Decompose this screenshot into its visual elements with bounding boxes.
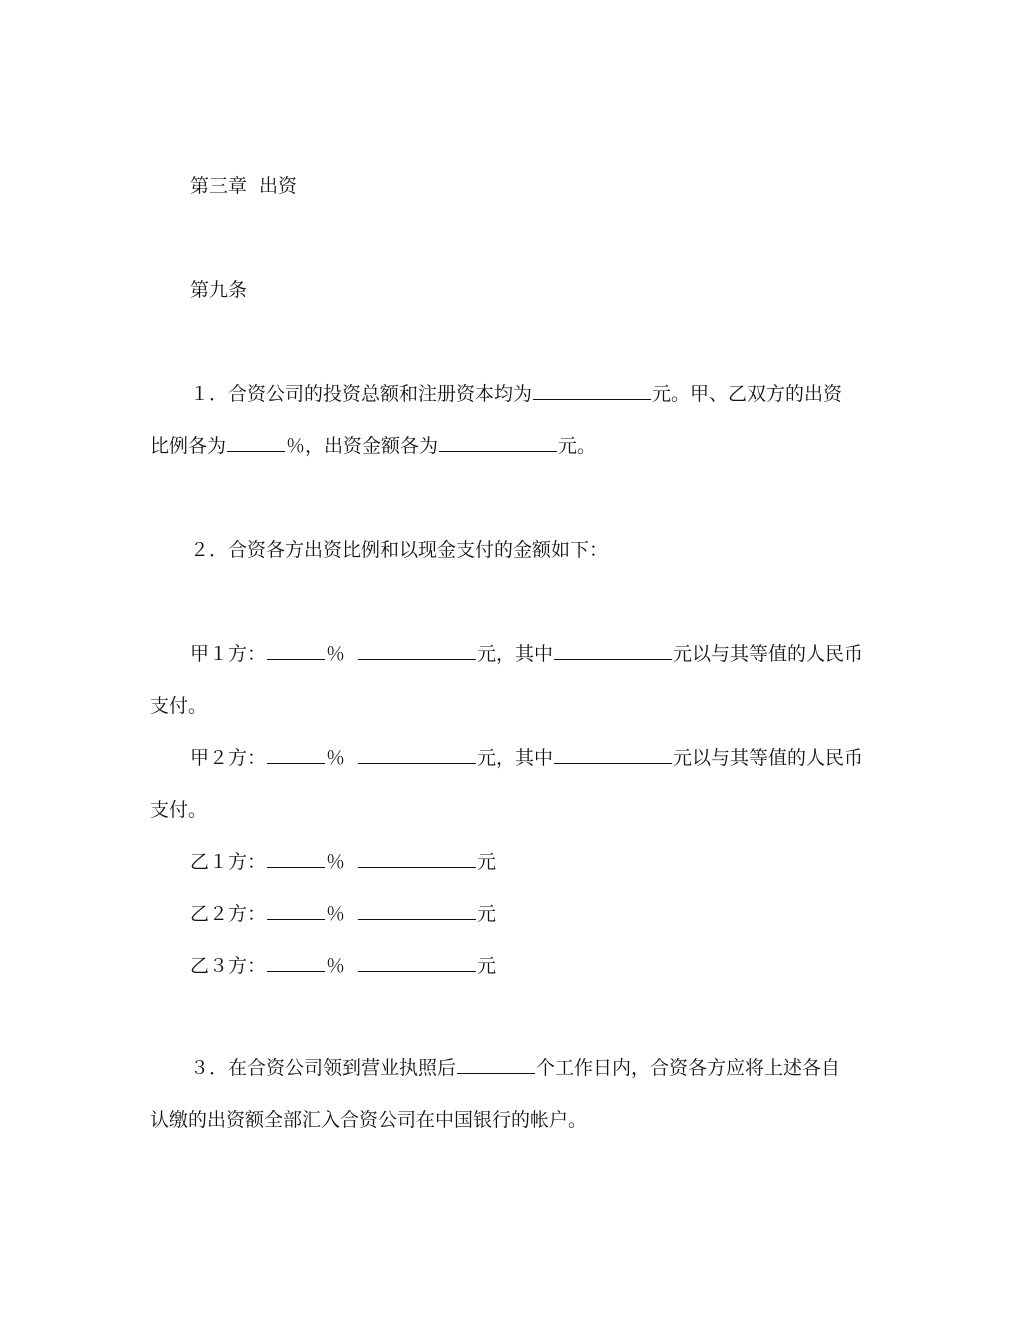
percent-sign: ％ <box>326 643 346 665</box>
clause2-intro: ２．合资各方出资比例和以现金支付的金额如下： <box>190 539 609 561</box>
article-heading: 第九条 <box>190 279 248 301</box>
percent-sign: ％ <box>326 747 346 769</box>
party-yi2-line <box>190 900 496 928</box>
percent-sign: ％ <box>326 851 346 873</box>
party-amount-blank[interactable] <box>358 658 476 660</box>
clause1-line1 <box>190 380 842 408</box>
party-amount-blank[interactable] <box>358 762 476 764</box>
party-yi3-line <box>190 952 496 980</box>
amount-blank[interactable] <box>439 450 557 452</box>
party-label: 乙２方： <box>190 903 267 925</box>
percent-sign: ％ <box>326 903 346 925</box>
party-label: 甲１方： <box>190 643 267 665</box>
total-investment-blank[interactable] <box>533 398 651 400</box>
party-label: 乙３方： <box>190 955 267 977</box>
party-amount-blank[interactable] <box>358 866 476 868</box>
party-yuan-text: 元 <box>477 903 497 925</box>
clause1-line2 <box>150 432 596 460</box>
party-rmb-blank[interactable] <box>554 762 672 764</box>
party-yuan-text: 元，其中 <box>477 747 554 769</box>
clause3-line1 <box>190 1054 840 1082</box>
party-pct-blank[interactable] <box>267 918 325 920</box>
party-jia1-cont: 支付。 <box>150 695 208 717</box>
clause1-text-e: 元。 <box>558 435 597 457</box>
clause1-text-d: ％，出资金额各为 <box>286 435 439 457</box>
clause1-text-b: 元。甲、乙双方的出资 <box>652 383 843 405</box>
chapter-title: 出资 <box>259 175 298 197</box>
clause3-text-b: 个工作日内，合资各方应将上述各自 <box>536 1057 841 1079</box>
ratio-blank[interactable] <box>227 450 285 452</box>
party-yuan-text: 元 <box>477 955 497 977</box>
party-pct-blank[interactable] <box>267 866 325 868</box>
chapter-label: 第三章 <box>190 175 248 197</box>
clause1-text-a: １．合资公司的投资总额和注册资本均为 <box>190 383 533 405</box>
clause3-text-a: ３．在合资公司领到营业执照后 <box>190 1057 457 1079</box>
party-amount-blank[interactable] <box>358 970 476 972</box>
party-yuan-text: 元 <box>477 851 497 873</box>
clause1-text-c: 比例各为 <box>150 435 227 457</box>
percent-sign: ％ <box>326 955 346 977</box>
chapter-heading <box>190 172 297 200</box>
party-pct-blank[interactable] <box>267 970 325 972</box>
party-rmb-blank[interactable] <box>554 658 672 660</box>
party-rmb-text: 元以与其等值的人民币 <box>673 747 864 769</box>
party-amount-blank[interactable] <box>358 918 476 920</box>
working-days-blank[interactable] <box>457 1072 535 1074</box>
party-jia2-cont: 支付。 <box>150 799 208 821</box>
party-label: 乙１方： <box>190 851 267 873</box>
clause3-line2: 认缴的出资额全部汇入合资公司在中国银行的帐户。 <box>150 1109 588 1131</box>
party-pct-blank[interactable] <box>267 658 325 660</box>
party-pct-blank[interactable] <box>267 762 325 764</box>
party-rmb-text: 元以与其等值的人民币 <box>673 643 864 665</box>
party-jia1-line <box>190 640 863 668</box>
party-yuan-text: 元，其中 <box>477 643 554 665</box>
party-yi1-line <box>190 848 496 876</box>
party-label: 甲２方： <box>190 747 267 769</box>
party-jia2-line <box>190 744 863 772</box>
